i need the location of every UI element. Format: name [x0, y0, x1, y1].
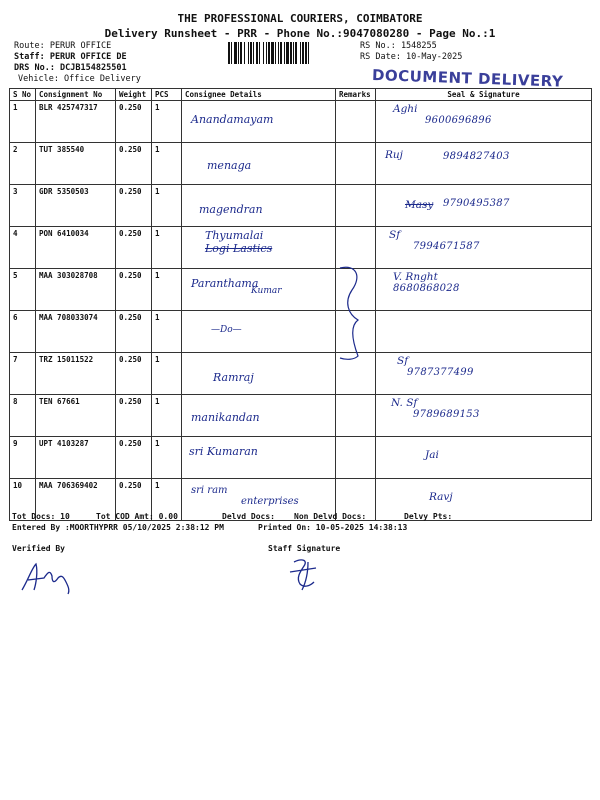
- cell-pcs: 1: [152, 227, 182, 269]
- delivery-points: Delvy Pts:: [404, 512, 453, 521]
- cell-sno: 4: [10, 227, 36, 269]
- cell-sno: 5: [10, 269, 36, 311]
- cell-sno: 2: [10, 143, 36, 185]
- cell-weight: 0.250: [116, 269, 152, 311]
- cell-consignee: [182, 437, 336, 479]
- phone-handwriting: 8680868028: [393, 283, 460, 294]
- cell-consignee: [182, 353, 336, 395]
- cell-signature: [376, 353, 592, 395]
- cell-weight: 0.250: [116, 395, 152, 437]
- delivered-docs: Delvd Docs:: [222, 512, 275, 521]
- cell-remarks: [336, 395, 376, 437]
- verified-by-label: Verified By: [12, 544, 65, 553]
- cell-consignee: [182, 269, 336, 311]
- cell-remarks: [336, 437, 376, 479]
- cell-signature: [376, 269, 592, 311]
- cell-sno: 9: [10, 437, 36, 479]
- consignee-handwriting: sri ram: [191, 485, 228, 496]
- cell-pcs: 1: [152, 395, 182, 437]
- cell-consignee: [182, 101, 336, 143]
- consignee-handwriting: Anandamayam: [191, 113, 274, 126]
- cell-consignment: UPT 4103287: [36, 437, 116, 479]
- cell-consignment: GDR 5350503: [36, 185, 116, 227]
- rs-number: RS No.: 1548255: [360, 41, 437, 51]
- company-title: THE PROFESSIONAL COURIERS, COIMBATORE: [177, 12, 423, 25]
- cell-sno: 1: [10, 101, 36, 143]
- signature-handwriting: Ruj: [385, 149, 403, 161]
- staff-text: Staff: PERUR OFFICE DE: [14, 52, 127, 62]
- cell-consignment: BLR 425747317: [36, 101, 116, 143]
- consignee-handwriting-line2: Logi Lastics: [205, 242, 273, 255]
- signature-handwriting: N. Sf: [391, 397, 418, 409]
- cell-consignment: MAA 706369402: [36, 479, 116, 521]
- barcode-image: [228, 42, 354, 64]
- table-row: [10, 437, 592, 479]
- cell-weight: 0.250: [116, 185, 152, 227]
- signature-handwriting: Sf: [397, 355, 409, 367]
- cell-weight: 0.250: [116, 311, 152, 353]
- delivery-table: [9, 88, 592, 521]
- consignee-handwriting: magendran: [199, 203, 263, 216]
- cell-consignee: [182, 227, 336, 269]
- consignee-ditto: —Do—: [211, 325, 242, 335]
- signature-handwriting: V. Rnght: [393, 271, 438, 283]
- route-text: Route: PERUR OFFICE: [14, 41, 112, 51]
- total-cod-amount: Tot COD Amt: 0.00: [96, 512, 178, 521]
- signature-handwriting: Sf: [389, 229, 401, 241]
- consignee-handwriting-line2: enterprises: [241, 496, 299, 507]
- printed-on: Printed On: 10-05-2025 14:38:13: [258, 523, 408, 532]
- consignee-handwriting: Paranthama: [191, 277, 259, 290]
- cell-pcs: 1: [152, 269, 182, 311]
- drs-number: DRS No.: DCJB154825501: [14, 63, 127, 73]
- runsheet-title: Delivery Runsheet - PRR - Phone No.:9047080280 - Page No.:1: [104, 27, 496, 40]
- cell-sno: 10: [10, 479, 36, 521]
- consignee-handwriting: menaga: [207, 159, 252, 172]
- cell-weight: 0.250: [116, 143, 152, 185]
- table-row: [10, 353, 592, 395]
- remarks-brace-mark: [330, 262, 370, 362]
- phone-handwriting: 7994671587: [413, 241, 480, 252]
- rs-date: RS Date: 10-May-2025: [360, 52, 463, 62]
- cell-pcs: 1: [152, 185, 182, 227]
- cell-signature: [376, 395, 592, 437]
- non-delivered-docs: Non Delvd Docs:: [294, 512, 367, 521]
- cell-pcs: 1: [152, 353, 182, 395]
- phone-handwriting: 9790495387: [443, 198, 510, 209]
- cell-weight: 0.250: [116, 479, 152, 521]
- cell-pcs: 1: [152, 311, 182, 353]
- cell-pcs: 1: [152, 479, 182, 521]
- col-pcs: PCS: [152, 89, 182, 101]
- total-docs: Tot Docs: 10: [12, 512, 70, 521]
- cell-sno: 3: [10, 185, 36, 227]
- cell-consignment: MAA 708033074: [36, 311, 116, 353]
- cell-consignment: PON 6410034: [36, 227, 116, 269]
- entered-by: Entered By :MOORTHYPRR 05/10/2025 2:38:12 PM: [12, 523, 224, 532]
- consignee-handwriting-line2: Kumar: [251, 286, 282, 296]
- col-weight: Weight: [116, 89, 152, 101]
- vehicle-text: Vehicle: Office Delivery: [18, 74, 141, 84]
- table-row: [10, 269, 592, 311]
- staff-signature-mark: [286, 556, 326, 592]
- phone-handwriting: 9787377499: [407, 367, 474, 378]
- cell-signature: [376, 101, 592, 143]
- table-header-row: [10, 89, 592, 101]
- signature-handwriting: Jai: [425, 449, 439, 461]
- cell-consignment: TUT 385540: [36, 143, 116, 185]
- cell-pcs: 1: [152, 143, 182, 185]
- signature-handwriting: Masy: [405, 199, 434, 211]
- cell-weight: 0.250: [116, 437, 152, 479]
- table-row: [10, 311, 592, 353]
- table-row: [10, 143, 592, 185]
- phone-handwriting: 9894827403: [443, 151, 510, 162]
- table-row: [10, 101, 592, 143]
- cell-signature: [376, 311, 592, 353]
- phone-handwriting: 9600696896: [425, 115, 492, 126]
- cell-consignment: MAA 303028708: [36, 269, 116, 311]
- col-seal-signature: Seal & Signature: [376, 89, 592, 101]
- document-delivery-stamp: DOCUMENT DELIVERY: [371, 66, 564, 91]
- cell-weight: 0.250: [116, 227, 152, 269]
- cell-pcs: 1: [152, 437, 182, 479]
- cell-sno: 8: [10, 395, 36, 437]
- cell-remarks: [336, 101, 376, 143]
- col-consignee: Consignee Details: [182, 89, 336, 101]
- signature-handwriting: Aghi: [393, 103, 418, 115]
- cell-signature: [376, 143, 592, 185]
- col-sno: S No: [10, 89, 36, 101]
- cell-pcs: 1: [152, 101, 182, 143]
- table-row: [10, 185, 592, 227]
- cell-sno: 7: [10, 353, 36, 395]
- verified-signature: [18, 560, 88, 596]
- cell-weight: 0.250: [116, 101, 152, 143]
- consignee-handwriting: manikandan: [191, 411, 260, 424]
- cell-weight: 0.250: [116, 353, 152, 395]
- col-consignment: Consignment No: [36, 89, 116, 101]
- cell-sno: 6: [10, 311, 36, 353]
- consignee-handwriting: sri Kumaran: [189, 445, 258, 458]
- cell-consignee: [182, 143, 336, 185]
- staff-signature-label: Staff Signature: [268, 544, 341, 553]
- cell-signature: [376, 185, 592, 227]
- cell-consignee: [182, 395, 336, 437]
- cell-signature: [376, 437, 592, 479]
- table-row: [10, 395, 592, 437]
- consignee-handwriting: Thyumalai: [205, 229, 264, 242]
- cell-consignment: TRZ 15011522: [36, 353, 116, 395]
- consignee-handwriting: Ramraj: [213, 371, 254, 384]
- cell-consignee: [182, 185, 336, 227]
- table-row: [10, 227, 592, 269]
- phone-handwriting: 9789689153: [413, 409, 480, 420]
- cell-consignment: TEN 67661: [36, 395, 116, 437]
- signature-handwriting: Ravj: [429, 491, 453, 503]
- cell-signature: [376, 227, 592, 269]
- col-remarks: Remarks: [336, 89, 376, 101]
- cell-consignee: [182, 311, 336, 353]
